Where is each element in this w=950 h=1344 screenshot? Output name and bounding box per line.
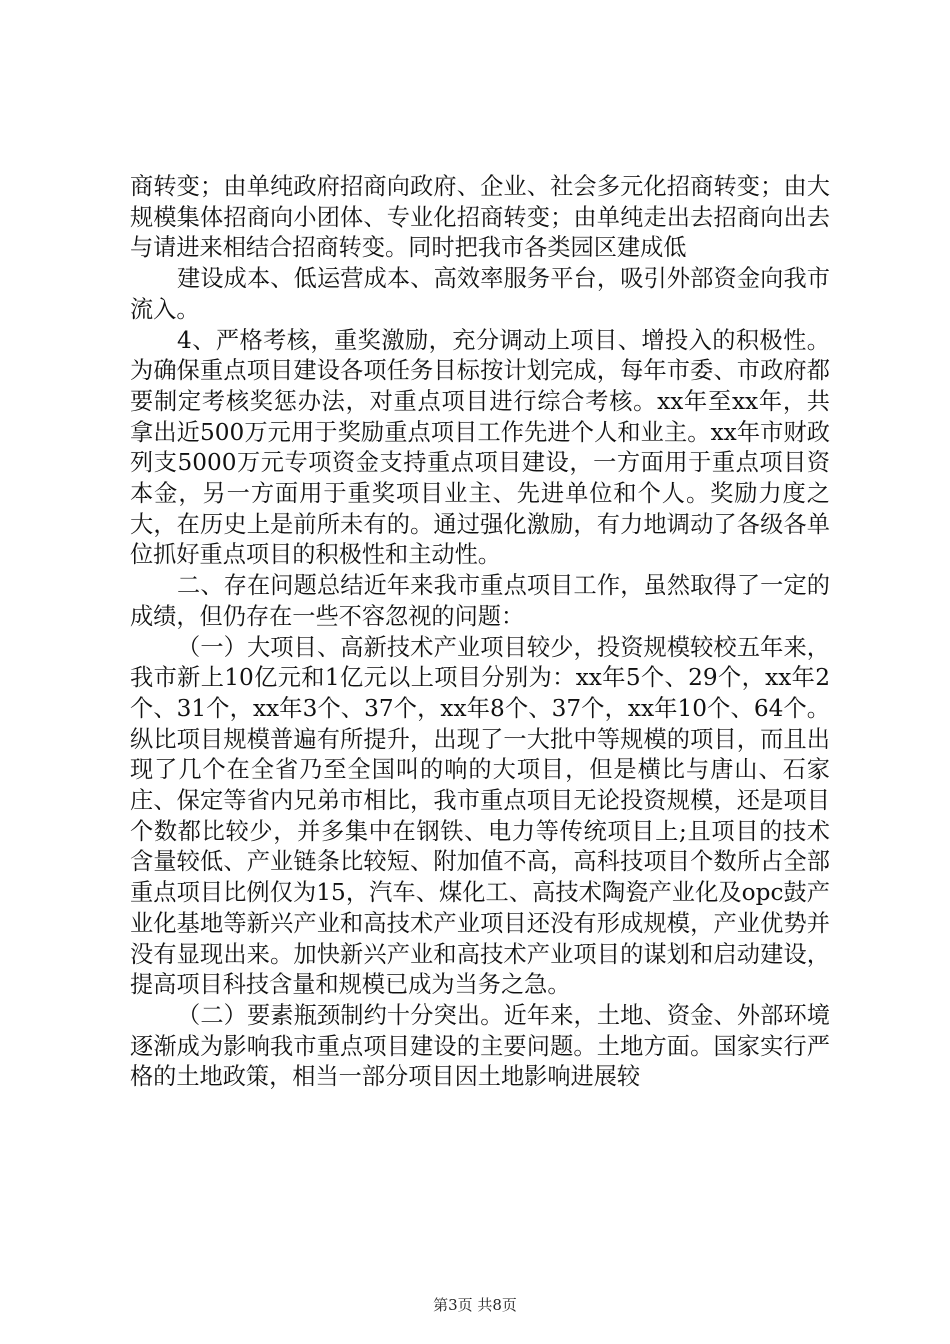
paragraph: （一）大项目、高新技术产业项目较少，投资规模较校五年来，我市新上10亿元和1亿元以上项目分别为：xx年5个、29个，xx年2个、31个，xx年3个、37个，xx年8个、37个，xx年10个、64个。纵比项目规模普遍有所提升，出现了一大批中等规模的项目，而且出现了几个在全省乃至全国叫的响的大项目，但是横比与唐山、石家庄、保定等省内兄弟市相比，我市重点项目无论投资规模，还是项目个数都比较少，并多集中在钢铁、电力等传统项目上;且项目的技术含量较低、产业链条比较短、附加值不高，高科技项目个数所占全部重点项目比例仅为15，汽车、煤化工、高技术陶瓷产业化及opc鼓产业化基地等新兴产业和高技术产业项目还没有形成规模，产业优势并没有显现出来。加快新兴产业和高技术产业项目的谋划和启动建设，提高项目科技含量和规模已成为当务之急。 xyxy=(130,633,830,999)
paragraph: 商转变；由单纯政府招商向政府、企业、社会多元化招商转变；由大规模集体招商向小团体、专业化招商转变；由单纯走出去招商向出去与请进来相结合招商转变。同时把我市各类园区建成低 xyxy=(130,173,830,262)
document-body xyxy=(130,172,830,1093)
paragraph: 二、存在问题总结近年来我市重点项目工作，虽然取得了一定的成绩，但仍存在一些不容忽视的问题： xyxy=(130,572,830,630)
paragraph: 建设成本、低运营成本、高效率服务平台，吸引外部资金向我市流入。 xyxy=(130,265,830,323)
page-number-footer: 第3页 共8页 xyxy=(433,1296,517,1314)
paragraph: （二）要素瓶颈制约十分突出。近年来，土地、资金、外部环境逐渐成为影响我市重点项目建设的主要问题。土地方面。国家实行严格的土地政策，相当一部分项目因土地影响进展较 xyxy=(130,1001,830,1091)
paragraph: 4、严格考核，重奖激励，充分调动上项目、增投入的积极性。为确保重点项目建设各项任务目标按计划完成，每年市委、市政府都要制定考核奖惩办法，对重点项目进行综合考核。xx年至xx年，共拿出近500万元用于奖励重点项目工作先进个人和业主。xx年市财政列支5000万元专项资金支持重点项目建设，一方面用于重点项目资本金，另一方面用于重奖项目业主、先进单位和个人。奖励力度之大，在历史上是前所未有的。通过强化激励，有力地调动了各级各单位抓好重点项目的积极性和主动性。 xyxy=(130,326,830,569)
